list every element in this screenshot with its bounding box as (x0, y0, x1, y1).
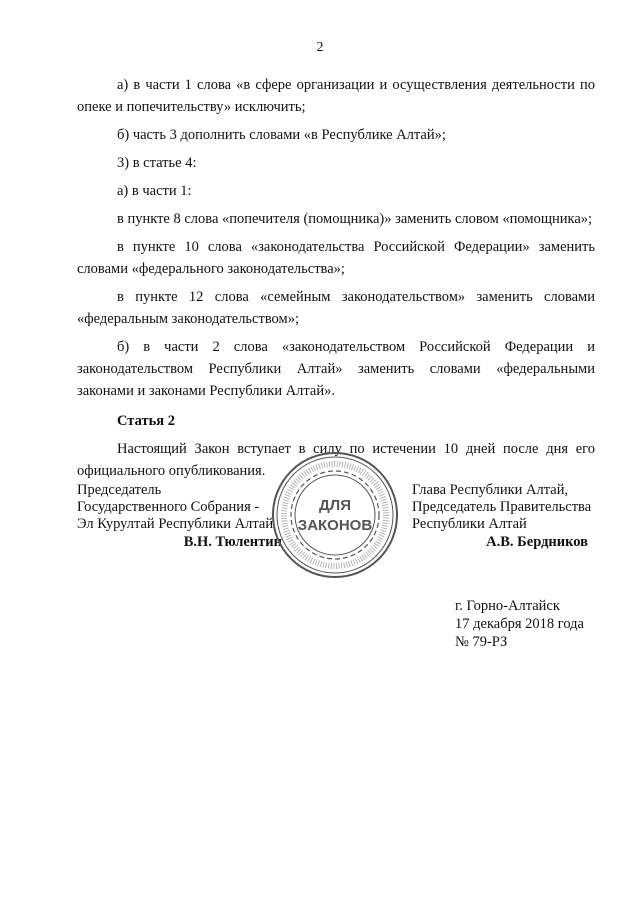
paragraph: в пункте 12 слова «семейным законодательством» заменить словами «федеральным законодательством»; (77, 289, 595, 327)
paragraph: в пункте 10 слова «законодательства Российской Федерации» заменить словами «федерального законодательства»; (77, 239, 595, 277)
signature-block-left (77, 482, 287, 551)
signatory-name: В.Н. Тюлентин (183, 534, 282, 550)
signature-title-line: Эл Курултай Республики Алтай (77, 516, 274, 532)
page-number: 2 (316, 40, 324, 55)
article-text: Настоящий Закон вступает в силу по истечении 10 дней после дня его официального опубликования. (77, 441, 595, 479)
law-date: 17 декабря 2018 года (455, 616, 584, 632)
paragraph: б) в части 2 слова «законодательством Российской Федерации и законодательством Республики Алтай» заменить словами «федеральными законами и законами Республики Алтай». (77, 339, 595, 399)
signature-title-line: Глава Республики Алтай, (412, 482, 569, 498)
paragraph: 3) в статье 4: (117, 155, 197, 171)
signature-title-line: Председатель Правительства (412, 499, 592, 515)
stamp-text-line1: ДЛЯ (319, 497, 351, 514)
paragraph: в пункте 8 слова «попечителя (помощника)» заменить словом «помощника»; (117, 211, 593, 227)
signature-title-line: Государственного Собрания - (77, 499, 260, 515)
signatory-name: А.В. Бердников (486, 534, 588, 550)
paragraph: а) в части 1 слова «в сфере организации и осуществления деятельности по опеке и попечительству» исключить; (77, 77, 595, 115)
signature-title-line: Председатель (77, 482, 162, 498)
place-date-block (455, 597, 584, 651)
paragraph: б) часть 3 дополнить словами «в Республике Алтай»; (117, 127, 446, 143)
signature-block-right (412, 482, 602, 551)
article-heading: Статья 2 (117, 413, 175, 429)
signature-title-line: Республики Алтай (412, 516, 527, 532)
place-city: г. Горно-Алтайск (455, 598, 560, 614)
law-body (77, 74, 595, 488)
seal-stamp (270, 450, 400, 580)
law-number: № 79-РЗ (455, 634, 508, 650)
stamp-text-line2: ЗАКОНОВ (297, 517, 373, 534)
paragraph: а) в части 1: (117, 183, 192, 199)
